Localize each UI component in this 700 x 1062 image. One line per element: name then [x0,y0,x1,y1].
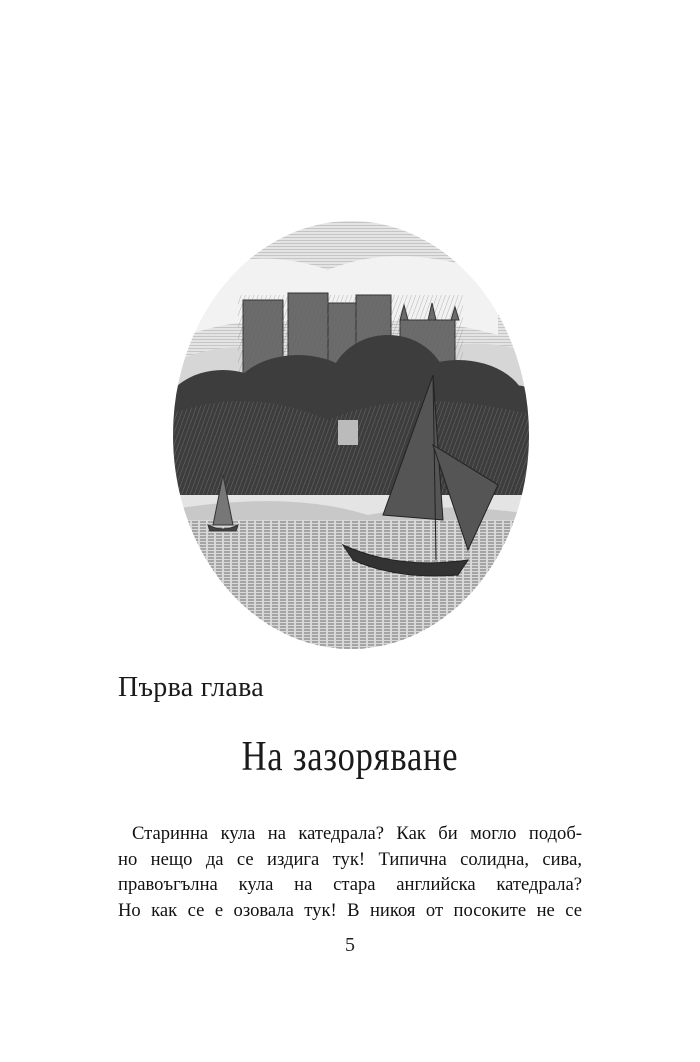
text-line: Но как се е озовала тук! В никоя от посоките не се [118,899,582,921]
chapter-label: Първа глава [118,672,265,703]
text-line: правоъгълна кула на стара английска катедрала? [118,874,582,895]
text-line: но нещо да се издига тук! Типична солидна, сива, [118,848,582,870]
body-paragraph [118,821,582,923]
text-line: Старинна кула на катедрала? Как би могло подоб- [132,823,582,844]
engraving-illustration [168,215,534,655]
chapter-title: На зазоряване [241,734,459,780]
page-number: 5 [345,934,355,956]
